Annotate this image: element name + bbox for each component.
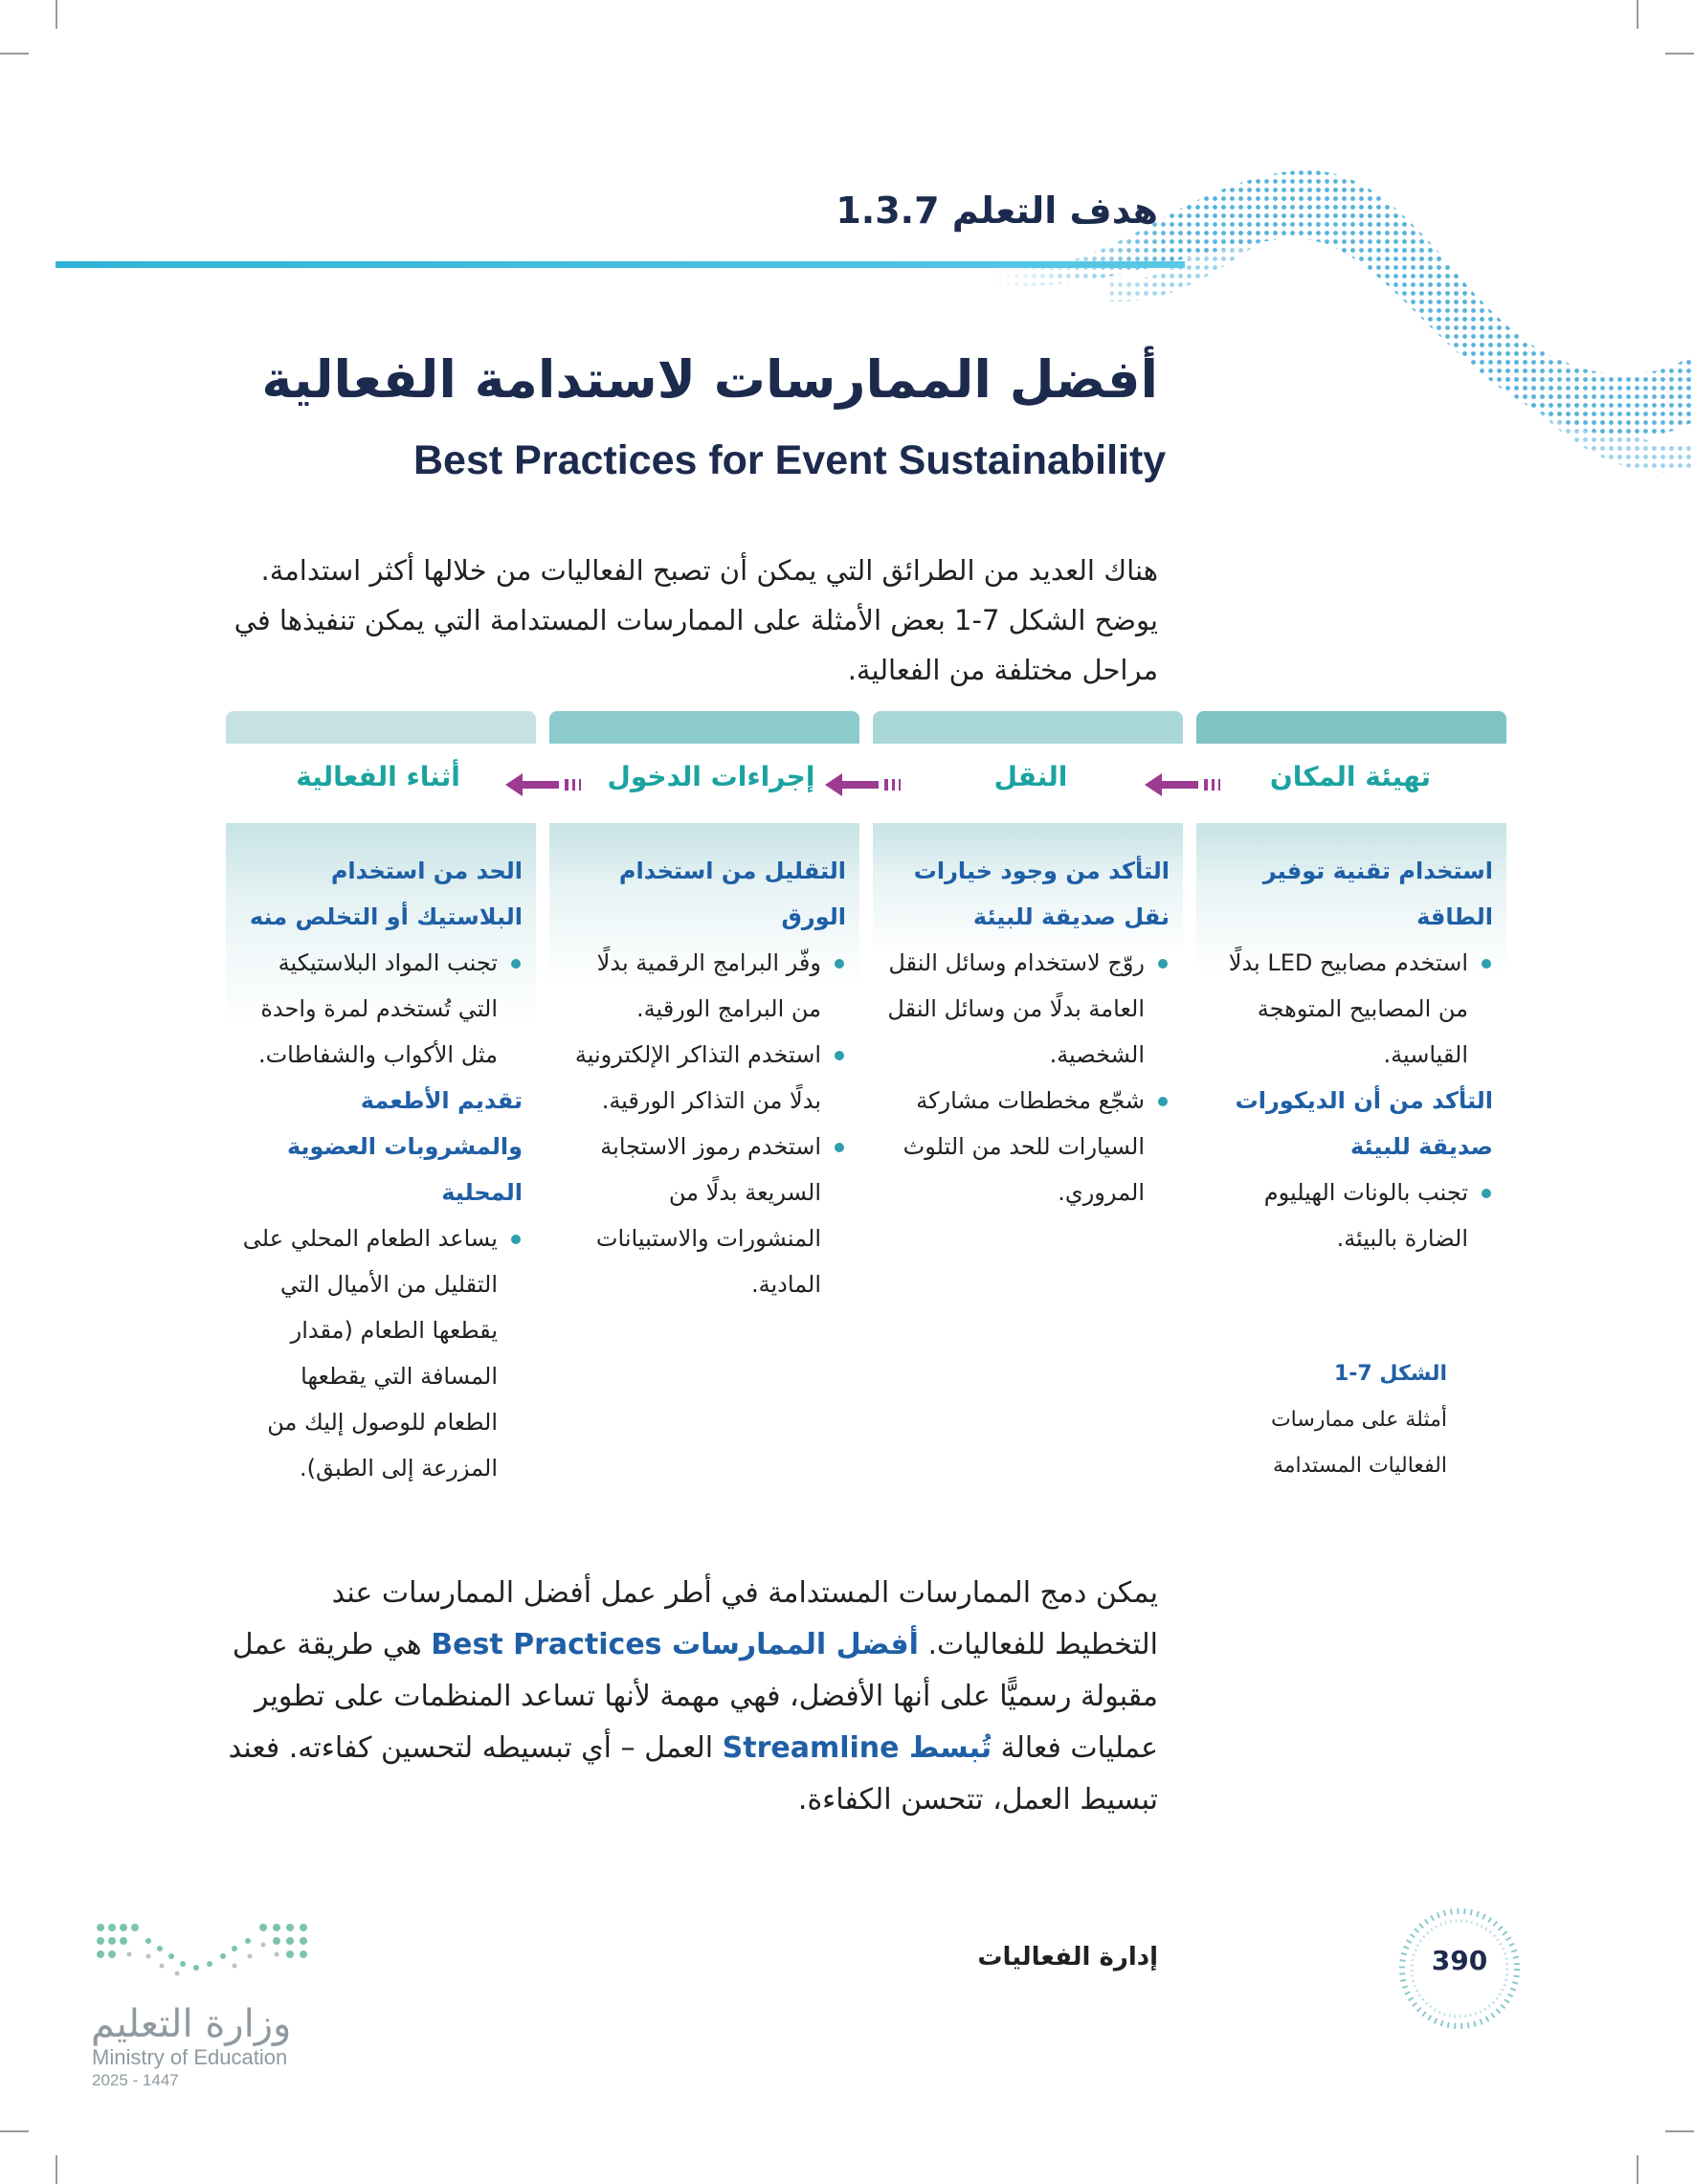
section-heading: التقليل من استخدام الورق — [618, 858, 846, 930]
learning-goal: هدف التعلم 1.3.7 — [836, 189, 1158, 232]
crop-mark — [1665, 53, 1694, 55]
bullet-item: وفّر البرامج الرقمية بدلًا من البرامج الورقية. — [563, 940, 846, 1032]
term-streamline: تُبسط Streamline — [722, 1731, 992, 1765]
stage-tab — [873, 711, 1183, 744]
bullet-item: استخدم رموز الاستجابة السريعة بدلًا من المنشورات والاستبيانات المادية. — [563, 1124, 846, 1307]
figure-number: الشكل 7-1 — [1333, 1362, 1447, 1386]
stage-tab — [1196, 711, 1506, 744]
page-title-arabic: أفضل الممارسات لاستدامة الفعالية — [261, 349, 1158, 410]
running-title: إدارة الفعاليات — [977, 1943, 1158, 1972]
ministry-logo-icon — [91, 1916, 311, 2002]
stage-column-entry — [549, 823, 859, 1359]
stage-tab — [549, 711, 859, 744]
body-text: العمل – أي تبسيطه لتحسين كفاءته. فعند تبسيط العمل، تتحسن الكفاءة. — [228, 1731, 1158, 1816]
bullet-item: روّج لاستخدام وسائل النقل العامة بدلًا من وسائل النقل الشخصية. — [886, 940, 1170, 1078]
figure-caption — [1227, 1351, 1447, 1489]
body-paragraph — [220, 1568, 1158, 1826]
stage-tab — [226, 711, 536, 744]
stage-label-venue: تهيئة المكان — [1269, 761, 1432, 792]
page-title-english: Best Practices for Event Sustainability — [413, 437, 1167, 483]
crop-mark — [1637, 0, 1638, 29]
ministry-name-arabic: وزارة التعليم — [91, 2002, 292, 2046]
body-text: هي طريقة عمل مقبولة رسميًّا على أنها الأفضل، فهي مهمة لأنها تساعد المنظمات على تطوير عمليات فعالة — [232, 1628, 1158, 1765]
figure-caption-text: أمثلة على ممارسات الفعاليات المستدامة — [1270, 1408, 1447, 1478]
arrow-left-icon — [505, 773, 584, 796]
arrow-left-icon — [825, 773, 903, 796]
crop-mark — [1665, 2130, 1694, 2132]
bullet-item: استخدم مصابيح LED بدلًا من المصابيح المتوهجة القياسية. — [1210, 940, 1493, 1078]
decorative-wave — [995, 134, 1694, 479]
stage-column-transport — [873, 823, 1183, 1263]
stage-column-during — [226, 823, 536, 1493]
bullet-item: تجنب المواد البلاستيكية التي تُستخدم لمرة واحدة مثل الأكواب والشفاطات. — [239, 940, 523, 1078]
crop-mark — [56, 0, 57, 29]
bullet-item: تجنب بالونات الهيليوم الضارة بالبيئة. — [1210, 1170, 1493, 1261]
header-rule — [56, 261, 1185, 268]
crop-mark — [56, 2155, 57, 2184]
academic-year: 2025 - 1447 — [92, 2071, 179, 2089]
crop-mark — [0, 53, 29, 55]
term-best-practices: أفضل الممارسات Best Practices — [431, 1628, 919, 1661]
section-heading: تقديم الأطعمة والمشروبات العضوية المحلية — [286, 1087, 523, 1206]
ministry-name-english: Ministry of Education — [92, 2045, 288, 2069]
crop-mark — [0, 2130, 29, 2132]
bullet-item: يساعد الطعام المحلي على التقليل من الأميال التي يقطعها الطعام (مقدار المسافة التي يقطعها الطعام للوصول إليك من المزرعة إلى الطبق). — [239, 1215, 523, 1491]
intro-paragraph: هناك العديد من الطرائق التي يمكن أن تصبح الفعاليات من خلالها أكثر استدامة. يوضح الشكل 7-1 بعض الأمثلة على الممارسات المستدامة التي يمكن تنفيذها في مراحل مختلفة من الفعالية. — [234, 554, 1158, 686]
stage-column-venue — [1196, 823, 1506, 1321]
page-number: 390 — [1431, 1945, 1488, 1976]
body-text: يمكن دمج الممارسات المستدامة في أطر عمل أفضل الممارسات عند التخطيط للفعاليات. — [331, 1576, 1158, 1661]
section-heading: التأكد من وجود خيارات نقل صديقة للبيئة — [913, 858, 1170, 930]
section-heading: استخدام تقنية توفير الطاقة — [1262, 858, 1493, 930]
bullet-item: شجّع مخططات مشاركة السيارات للحد من التلوث المروري. — [886, 1078, 1170, 1215]
stage-label-transport: النقل — [993, 761, 1068, 792]
crop-mark — [1637, 2155, 1638, 2184]
arrow-left-icon — [1145, 773, 1223, 796]
bullet-item: استخدم التذاكر الإلكترونية بدلًا من التذاكر الورقية. — [563, 1032, 846, 1124]
stage-label-during: أثناء الفعالية — [296, 761, 460, 792]
stage-label-entry: إجراءات الدخول — [607, 761, 815, 792]
section-heading: التأكد من أن الديكورات صديقة للبيئة — [1235, 1087, 1493, 1160]
section-heading: الحد من استخدام البلاستيك أو التخلص منه — [249, 858, 523, 930]
